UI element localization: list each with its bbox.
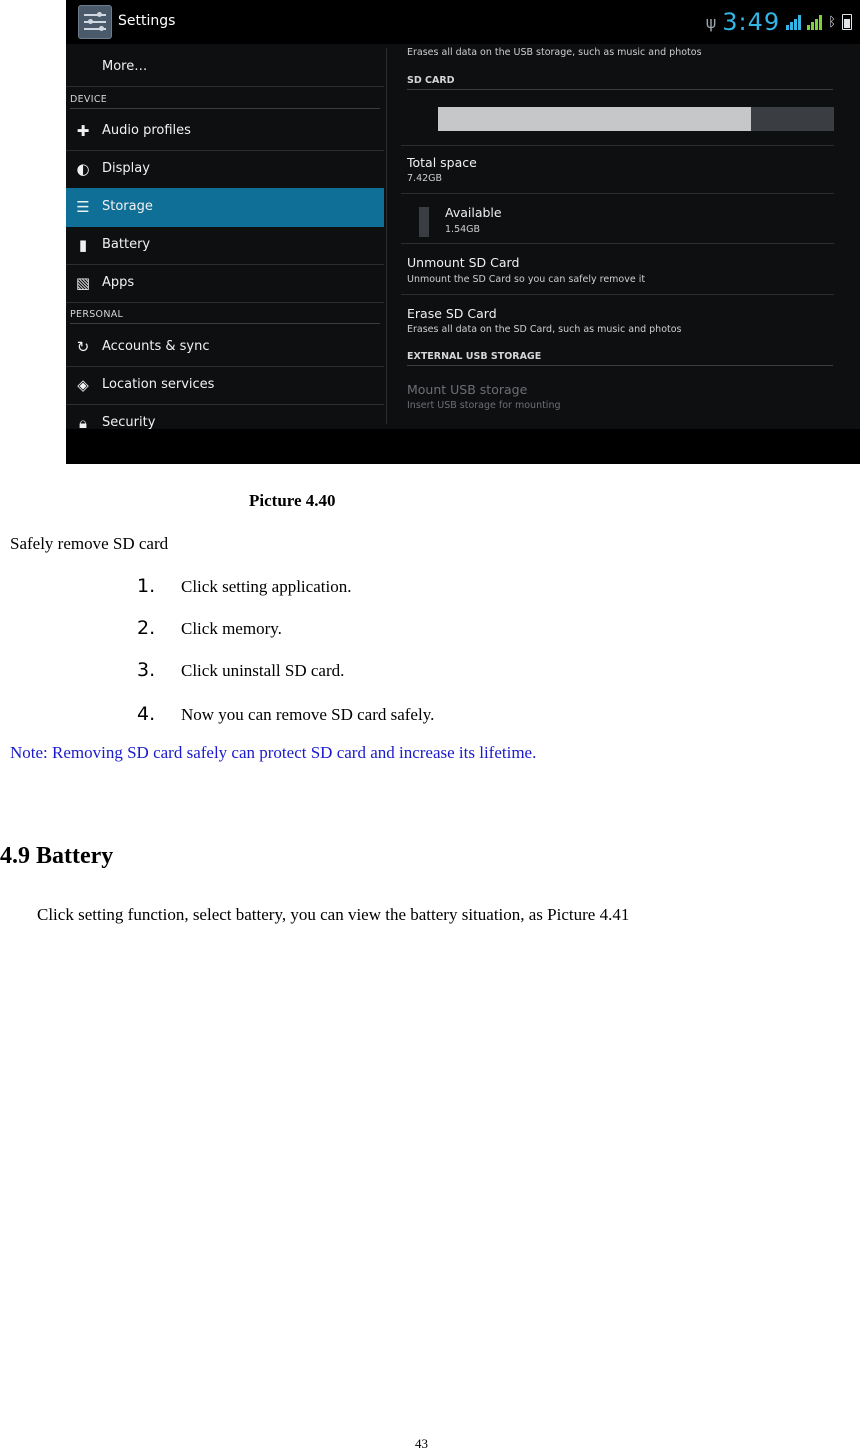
- sidebar-item-apps[interactable]: [66, 264, 384, 303]
- divider: [401, 243, 834, 244]
- sidebar-item-label: Security: [102, 415, 156, 429]
- settings-screenshot: [66, 0, 860, 464]
- bluetooth-icon: ᛒ: [828, 14, 836, 30]
- sidebar-item-more[interactable]: [66, 48, 384, 87]
- unmount-sd-card-title: Unmount SD Card: [407, 255, 520, 270]
- step-number: 2.: [137, 617, 156, 639]
- battery-icon: ▮: [78, 236, 88, 254]
- apps-icon: ▧: [75, 274, 91, 292]
- audio-profiles-icon: ✚: [76, 122, 90, 140]
- available-value: 1.54GB: [445, 224, 481, 235]
- external-usb-storage-header: EXTERNAL USB STORAGE: [407, 351, 833, 366]
- step-text: Click setting application.: [181, 577, 352, 596]
- clock: 3:49: [722, 8, 781, 36]
- mount-usb-storage-title: Mount USB storage: [407, 382, 528, 397]
- sidebar-item-accounts-sync[interactable]: [66, 328, 384, 367]
- section-header-personal: PERSONAL: [70, 309, 380, 324]
- status-bar: [706, 6, 852, 38]
- storage-usage-bar: [438, 107, 834, 131]
- lock-icon: 🔒︎: [79, 414, 87, 429]
- note-text: Note: Removing SD card safely can protect SD card and increase its lifetime.: [10, 743, 537, 762]
- sidebar-item-audio-profiles[interactable]: [66, 112, 384, 151]
- step-text: Now you can remove SD card safely.: [181, 705, 435, 724]
- sidebar-item-label: Storage: [102, 199, 153, 214]
- usb-icon: ψ: [705, 12, 717, 32]
- step-text: Click uninstall SD card.: [181, 661, 345, 680]
- display-icon: ◐: [76, 160, 90, 178]
- sidebar-item-label: Audio profiles: [102, 123, 191, 138]
- step-text: Click memory.: [181, 619, 282, 638]
- sidebar-item-label: Apps: [102, 275, 135, 290]
- sidebar-item-label: Display: [102, 161, 150, 176]
- erase-sd-card-title: Erase SD Card: [407, 306, 497, 321]
- step-number: 4.: [137, 703, 156, 725]
- intro-text: Safely remove SD card: [10, 534, 169, 553]
- sd-card-header: SD CARD: [407, 75, 833, 90]
- signal-icon: [786, 14, 801, 30]
- unmount-sd-card-description: Unmount the SD Card so you can safely remove it: [407, 274, 646, 285]
- sidebar-item-label: Accounts & sync: [102, 339, 210, 354]
- total-space-value: 7.42GB: [407, 173, 443, 184]
- storage-icon: ☰: [76, 198, 90, 216]
- navigation-bar: [66, 429, 860, 464]
- section-heading: 4.9 Battery: [0, 843, 114, 869]
- wifi-signal-icon: [807, 14, 822, 30]
- sidebar-item-location-services[interactable]: [66, 366, 384, 405]
- storage-details: [388, 44, 860, 429]
- available-title: Available: [445, 205, 502, 220]
- mount-usb-storage-description: Insert USB storage for mounting: [407, 400, 561, 411]
- total-space-title: Total space: [407, 155, 477, 170]
- divider: [401, 294, 834, 295]
- location-icon: ◈: [77, 376, 89, 394]
- action-bar: [66, 0, 860, 44]
- sidebar-item-storage[interactable]: [66, 188, 384, 227]
- battery-icon: [842, 14, 852, 30]
- divider: [401, 193, 834, 194]
- step-number: 3.: [137, 659, 156, 681]
- available-color-swatch: [419, 207, 429, 237]
- section-header-device: DEVICE: [70, 94, 380, 109]
- sidebar-item-label: Battery: [102, 237, 151, 252]
- figure-caption: Picture 4.40: [249, 491, 336, 510]
- settings-sidebar: [66, 44, 384, 429]
- app-title: Settings: [118, 13, 176, 29]
- erase-sd-card-description: Erases all data on the SD Card, such as music and photos: [407, 324, 682, 335]
- sidebar-item-security[interactable]: [66, 404, 384, 429]
- storage-usage-fill: [438, 107, 751, 131]
- pane-divider: [386, 48, 387, 424]
- sync-icon: ↻: [76, 338, 90, 356]
- section-body: Click setting function, select battery, you can view the battery situation, as Picture 4.41: [37, 905, 630, 924]
- sidebar-item-label: Location services: [102, 377, 215, 392]
- sidebar-item-label: More…: [102, 59, 148, 74]
- erase-usb-description: Erases all data on the USB storage, such as music and photos: [407, 47, 702, 58]
- sidebar-item-battery[interactable]: [66, 226, 384, 265]
- page-number: 43: [415, 1436, 428, 1451]
- divider: [401, 145, 834, 146]
- step-number: 1.: [137, 575, 156, 597]
- settings-app-icon[interactable]: [78, 5, 112, 39]
- sidebar-item-display[interactable]: [66, 150, 384, 189]
